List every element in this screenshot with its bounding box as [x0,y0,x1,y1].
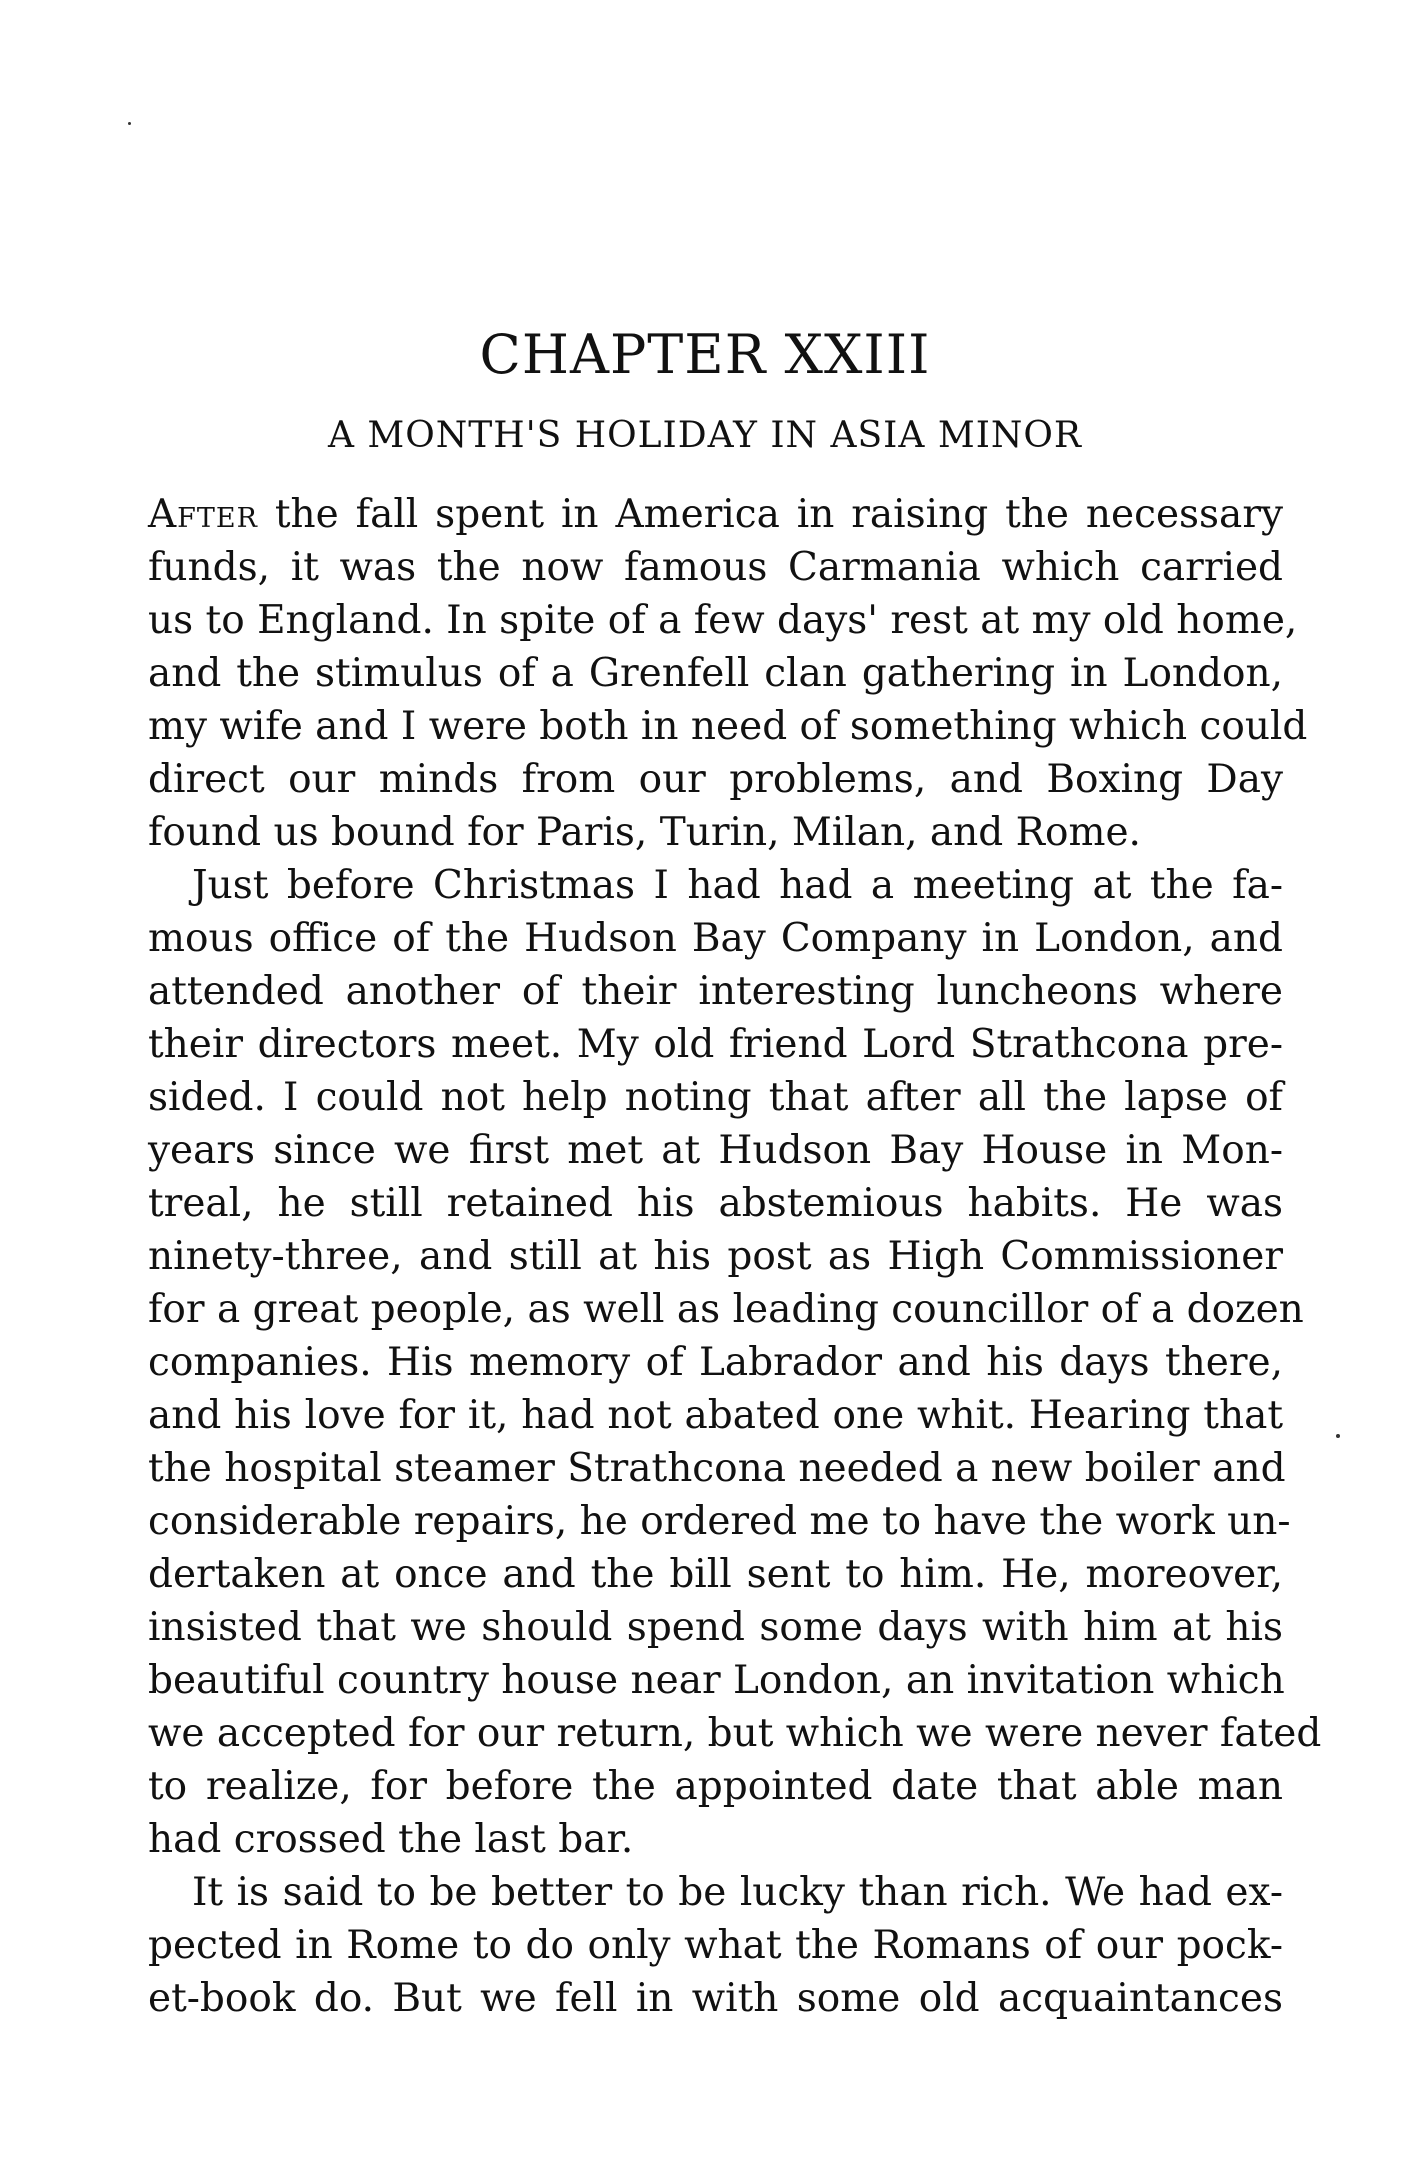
text-line: treal, he still retained his abstemious habits. He was [148,1181,1283,1226]
text-line: direct our minds from our problems, and Boxing Day [148,757,1283,802]
chapter-title: CHAPTER XXIII [479,323,931,386]
text-line: beautiful country house near London, an invitation which [148,1658,1285,1703]
text-line: considerable repairs, he ordered me to have the work un- [148,1499,1291,1544]
scan-speck [128,122,131,125]
text-line: companies. His memory of Labrador and his days there, [148,1340,1283,1385]
scan-speck [1336,1434,1340,1438]
text-line: insisted that we should spend some days with him at his [148,1605,1283,1650]
text-line: pected in Rome to do only what the Romans of our pock- [148,1923,1283,1968]
paragraph-3 [148,1866,1283,2025]
text-line: funds, it was the now famous Carmania which carried [148,545,1283,590]
text-line: their directors meet. My old friend Lord Strathcona pre- [148,1022,1283,1067]
text-line: and the stimulus of a Grenfell clan gathering in London, [148,651,1283,696]
text-line: us to England. In spite of a few days' rest at my old home, [148,598,1298,643]
text-line: the hospital steamer Strathcona needed a new boiler and [148,1446,1286,1491]
text-line: and his love for it, had not abated one whit. Hearing that [148,1393,1283,1438]
text-line: et-book do. But we fell in with some old acquaintances [148,1976,1283,2021]
text-line: to realize, for before the appointed date that able man [148,1764,1283,1809]
text-line: attended another of their interesting luncheons where [148,969,1283,1014]
text-line: we accepted for our return, but which we were never fated [148,1711,1322,1756]
text-line: ninety-three, and still at his post as High Commissioner [148,1234,1283,1279]
text-line: It is said to be better to be lucky than rich. We had ex- [192,1870,1283,1915]
text-line: for a great people, as well as leading councillor of a dozen [148,1287,1304,1332]
text-line: Just before Christmas I had had a meeting at the fa- [192,863,1283,908]
text-line: mous office of the Hudson Bay Company in London, and [148,916,1283,961]
text-line: years since we first met at Hudson Bay House in Mon- [148,1128,1283,1173]
lead-word: After [148,492,258,537]
chapter-subtitle: A MONTH'S HOLIDAY IN ASIA MINOR [327,415,1083,456]
text-line: After the fall spent in America in raising the necessary [148,492,1283,537]
body-text [148,488,1322,2025]
text-line: found us bound for Paris, Turin, Milan, and Rome. [148,810,1141,855]
text-line: had crossed the last bar. [148,1817,634,1862]
text-line: sided. I could not help noting that after all the lapse of [148,1075,1283,1120]
text-line: my wife and I were both in need of something which could [148,704,1308,749]
paragraph-2 [148,859,1322,1866]
text-line: dertaken at once and the bill sent to him. He, moreover, [148,1552,1283,1597]
paragraph-1 [148,488,1308,859]
